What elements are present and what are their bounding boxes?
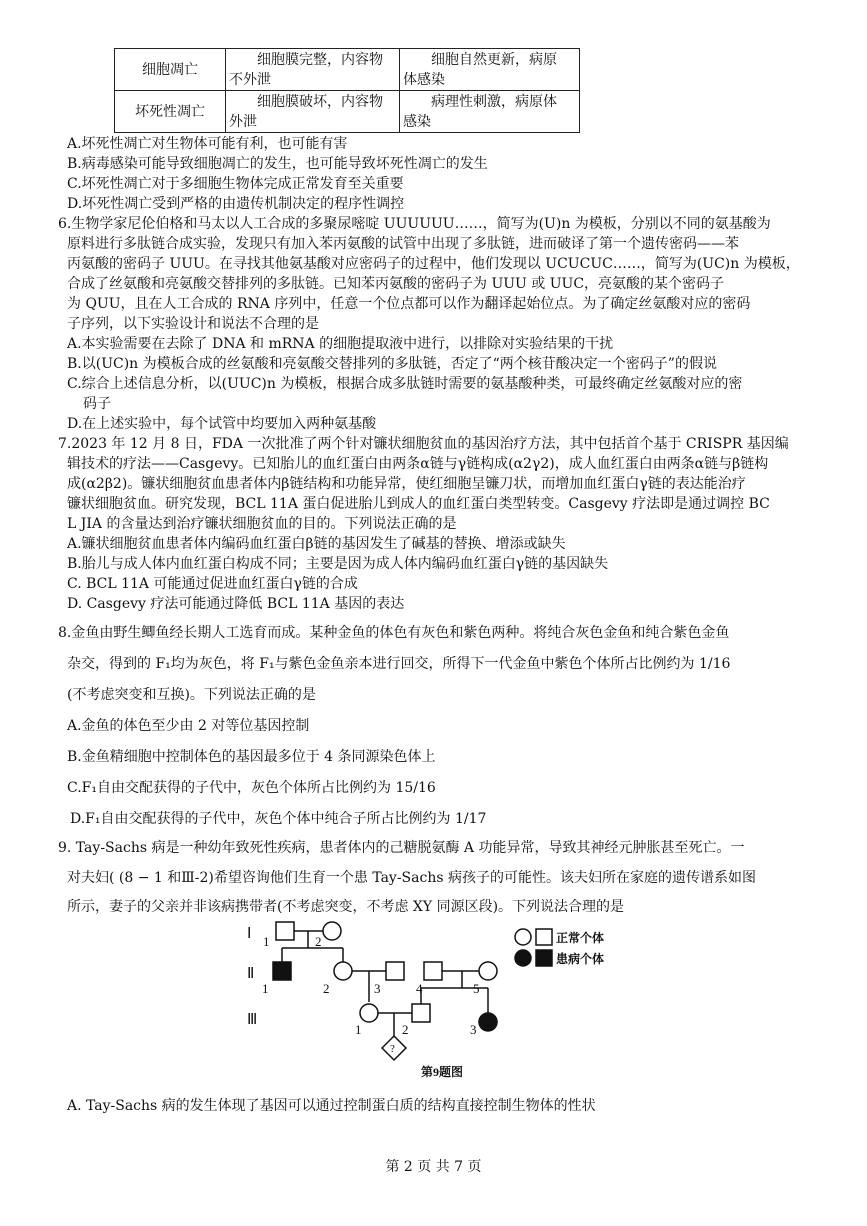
pedigree-number: 2: [402, 1022, 409, 1037]
pedigree-number: 1: [263, 934, 270, 949]
q8-stem-line: 杂交，得到的 F₁均为灰色，将 F₁与紫色金鱼亲本进行回交，所得下一代金鱼中紫色个体所占比例约为 1/16: [67, 656, 731, 672]
table-cell-cause: [400, 91, 580, 133]
q8-stem-line: (不考虑突变和互换)。下列说法正确的是: [67, 687, 316, 703]
q7-stem-line: 镰状细胞贫血。研究发现，BCL 11A 蛋白促进胎儿到成人的血红蛋白类型转变。Casgevy 疗法即是通过调控 BC: [67, 496, 770, 512]
legend-female-normal-icon: [515, 929, 531, 945]
comparison-table: [114, 48, 580, 133]
q6-option-c-cont: 码子: [83, 396, 111, 412]
cause-line-1: 病理性刺激，病原体: [431, 93, 557, 110]
pedigree-male-normal: [412, 1004, 430, 1022]
q6-option-d: D.在上述实验中，每个试管中均要加入两种氨基酸: [67, 416, 377, 432]
q9-stem-line: 所示，妻子的父亲并非该病携带者(不考虑突变，不考虑 XY 同源区段)。下列说法合理的是: [67, 899, 625, 915]
q9-stem-line: 对夫妇( (8 − 1 和Ⅲ-2)希望咨询他们生育一个患 Tay-Sachs 病孩子的可能性。该夫妇所在家庭的遗传谱系如图: [67, 870, 756, 886]
q7-stem-line: 成(α2β2)。镰状细胞贫血患者体内β链结构和功能异常，使红细胞呈镰刀状，而增加血红蛋白γ链的表达能治疗: [67, 476, 746, 492]
q9-stem-line: 9. Tay-Sachs 病是一种幼年致死性疾病，患者体内的己糖脱氨酶 A 功能异常，导致其神经元肿胀甚至死亡。一: [58, 840, 745, 856]
q6-option-a: A.本实验需要在去除了 DNA 和 mRNA 的细胞提取液中进行，以排除对实验结果的干扰: [67, 336, 614, 352]
cause-line-2: 体感染: [403, 71, 445, 88]
q7-option-a: A.镰状细胞贫血患者体内编码血红蛋白β链的基因发生了碱基的替换、增添或缺失: [67, 536, 566, 552]
figure-caption: 第9题图: [421, 1065, 464, 1079]
pedigree-male-normal: [424, 962, 442, 980]
gen-label-2: Ⅱ: [247, 966, 255, 982]
q5-option-c: C.坏死性凋亡对于多细胞生物体完成正常发育至关重要: [67, 176, 404, 192]
legend-female-affected-icon: [515, 950, 531, 966]
table-cell-cause: [400, 49, 580, 91]
q6-stem-line: 丙氨酸的密码子 UUU。在寻找其他氨基酸对应密码子的过程中，他们发现以 UCUCUC……，简写为(UC)n 为模板，: [67, 256, 800, 272]
pedigree-number: 3: [374, 981, 381, 996]
feature-line-1: 细胞膜破坏，内容物: [257, 93, 383, 110]
pedigree-male-affected: [273, 962, 291, 980]
feature-line-1: 细胞膜完整，内容物: [257, 51, 383, 68]
q6-stem-line: 合成了丝氨酸和亮氨酸交替排列的多肽链。已知苯丙氨酸的密码子为 UUU 或 UUC，亮氨酸的某个密码子: [67, 276, 725, 292]
q7-option-d: D. Casgevy 疗法可能通过降低 BCL 11A 基因的表达: [67, 596, 405, 612]
q8-stem-line: 8.金鱼由野生鲫鱼经长期人工选育而成。某种金鱼的体色有灰色和紫色两种。将纯合灰色金鱼和纯合紫色金鱼: [58, 625, 730, 641]
pedigree-number: 2: [315, 934, 322, 949]
q7-stem-line: 辑技术的疗法——Casgevy。已知胎儿的血红蛋白由两条α链与γ链构成(α2γ2)，成人血红蛋白由两条α链与β链构: [67, 456, 769, 472]
pedigree-number: 1: [262, 981, 269, 996]
pedigree-female-normal: [360, 1004, 378, 1022]
q6-stem-line: 原料进行多肽链合成实验，发现只有加入苯丙氨酸的试管中出现了多肽链，进而破译了第一个遗传密码——苯: [67, 236, 739, 252]
page-footer: 第 2 页 共 7 页: [385, 1159, 482, 1175]
q6-stem-line: 子序列，以下实验设计和说法不合理的是: [67, 316, 319, 332]
q7-option-b: B.胎儿与成人体内血红蛋白构成不同；主要是因为成人体内编码血红蛋白γ链的基因缺失: [67, 556, 609, 572]
feature-line-2: 外泄: [229, 113, 257, 130]
legend-male-normal-icon: [536, 929, 552, 945]
q8-option-c: C.F₁自由交配获得的子代中，灰色个体所占比例约为 15/16: [67, 780, 436, 796]
cause-line-2: 感染: [403, 113, 431, 130]
q5-option-a: A.坏死性凋亡对生物体可能有利，也可能有害: [67, 136, 348, 152]
table-row: [115, 91, 580, 133]
q5-option-d: D.坏死性凋亡受到严格的由遗传机制决定的程序性调控: [67, 196, 405, 212]
table-row: [115, 49, 580, 91]
feature-line-2: 不外泄: [229, 71, 271, 88]
pedigree-female-affected: [479, 1013, 497, 1031]
q7-option-c: C. BCL 11A 可能通过促进血红蛋白γ链的合成: [67, 576, 358, 592]
q8-option-a: A.金鱼的体色至少由 2 对等位基因控制: [67, 718, 310, 734]
q9-option-a: A. Tay-Sachs 病的发生体现了基因可以通过控制蛋白质的结构直接控制生物体的性状: [67, 1098, 596, 1114]
legend-normal-label: 正常个体: [556, 931, 605, 945]
cause-line-1: 细胞自然更新，病原: [431, 51, 557, 68]
table-cell-name: 细胞凋亡: [115, 49, 226, 91]
pedigree-number: 4: [416, 981, 423, 996]
legend-male-affected-icon: [536, 950, 552, 966]
pedigree-male-normal: [386, 962, 404, 980]
pedigree-figure: [240, 918, 630, 1080]
q6-stem-line: 6.生物学家尼伦伯格和马太以人工合成的多聚尿嘧啶 UUUUUU……，简写为(U)n 为模板，分别以不同的氨基酸为: [58, 216, 771, 232]
pedigree-number: 1: [355, 1022, 362, 1037]
pedigree-female-normal: [334, 962, 352, 980]
pedigree-male-normal: [276, 922, 294, 940]
pedigree-number: 3: [470, 1022, 477, 1037]
pedigree-female-normal: [323, 922, 341, 940]
gen-label-1: Ⅰ: [247, 926, 252, 942]
q6-option-b: B.以(UC)n 为模板合成的丝氨酸和亮氨酸交替排列的多肽链，否定了“两个核苷酸决定一个密码子”的假说: [67, 356, 717, 372]
gen-label-3: Ⅲ: [247, 1012, 258, 1028]
legend-affected-label: 患病个体: [556, 952, 605, 966]
pedigree-number: 2: [323, 981, 330, 996]
q8-option-b: B.金鱼精细胞中控制体色的基因最多位于 4 条同源染色体上: [67, 749, 436, 765]
table-cell-name: 坏死性凋亡: [115, 91, 226, 133]
q5-option-b: B.病毒感染可能导致细胞凋亡的发生，也可能导致坏死性凋亡的发生: [67, 156, 488, 172]
q7-stem-line: L JIA 的含量达到治疗镰状细胞贫血的目的。下列说法正确的是: [67, 516, 457, 532]
q8-option-d: D.F₁自由交配获得的子代中，灰色个体中纯合子所占比例约为 1/17: [70, 811, 487, 827]
pedigree-number: 5: [473, 981, 480, 996]
q6-stem-line: 为 QUU，且在人工合成的 RNA 序列中，任意一个位点都可以作为翻译起始位点。为了确定丝氨酸对应的密码: [67, 296, 751, 312]
pedigree-female-normal: [479, 962, 497, 980]
q6-option-c: C.综合上述信息分析，以(UUC)n 为模板，根据合成多肽链时需要的氨基酸种类，可最终确定丝氨酸对应的密: [67, 376, 743, 392]
table-cell-feature: [226, 91, 400, 133]
q7-stem-line: 7.2023 年 12 月 8 日，FDA 一次批准了两个针对镰状细胞贫血的基因治疗方法，其中包括首个基于 CRISPR 基因编: [58, 436, 789, 452]
pedigree-unknown-mark: ?: [390, 1043, 395, 1055]
table-cell-feature: [226, 49, 400, 91]
